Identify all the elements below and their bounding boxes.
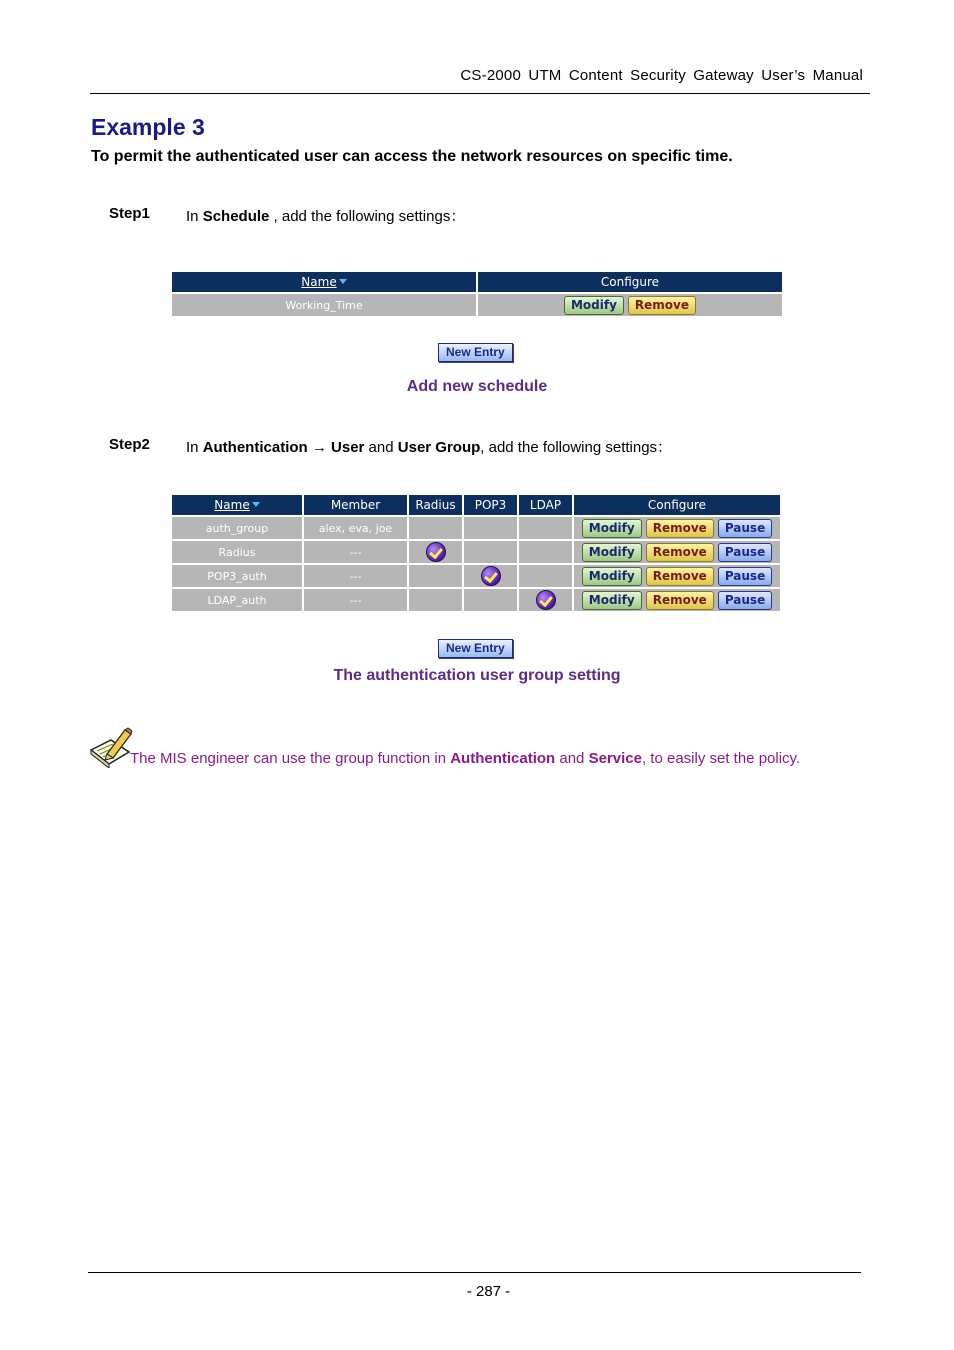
- figure-caption: Add new schedule: [406, 378, 548, 395]
- step2-prefix: In: [186, 439, 203, 456]
- row-radius: [409, 541, 462, 563]
- footer-divider: [88, 1272, 861, 1273]
- remove-button[interactable]: Remove: [646, 543, 714, 562]
- new-entry-button[interactable]: New Entry: [438, 639, 513, 658]
- modify-button[interactable]: Modify: [582, 567, 642, 586]
- row-ldap: [519, 589, 572, 611]
- column-header-name[interactable]: Name: [172, 272, 476, 292]
- pencil-note-icon: [89, 726, 133, 768]
- figure-caption: The authentication user group setting: [333, 667, 621, 684]
- check-icon: [481, 566, 501, 586]
- row-name: LDAP_auth: [172, 589, 302, 611]
- column-header-name[interactable]: Name: [172, 495, 302, 515]
- column-header-ldap: LDAP: [519, 495, 572, 515]
- modify-button[interactable]: Modify: [564, 296, 624, 315]
- note-prefix: The MIS engineer can use the group function in: [130, 750, 451, 767]
- arrow-right-icon: →: [307, 439, 332, 456]
- step2-user-group: User Group: [397, 439, 481, 456]
- row-configure: [478, 294, 782, 316]
- pause-button[interactable]: Pause: [718, 591, 772, 610]
- modify-button[interactable]: Modify: [582, 591, 642, 610]
- row-configure: [574, 589, 780, 611]
- pause-button[interactable]: Pause: [718, 519, 772, 538]
- column-header-pop3: POP3: [464, 495, 517, 515]
- note-text: [130, 750, 800, 767]
- remove-button[interactable]: Remove: [646, 519, 714, 538]
- header-divider: [90, 93, 870, 94]
- table-row: [172, 294, 782, 316]
- table-row: [172, 517, 780, 539]
- column-header-radius: Radius: [409, 495, 462, 515]
- pause-button[interactable]: Pause: [718, 567, 772, 586]
- step2-and: and: [364, 439, 398, 456]
- row-radius: [409, 589, 462, 611]
- page-number: - 287 -: [466, 1283, 511, 1300]
- table-row: [172, 565, 780, 587]
- step2-authentication: Authentication: [202, 439, 308, 456]
- row-member: ---: [304, 541, 407, 563]
- remove-button[interactable]: Remove: [646, 567, 714, 586]
- column-header-configure: Configure: [478, 272, 782, 292]
- sort-down-icon: [339, 279, 347, 284]
- step2-suffix: , add the following settings：: [480, 439, 673, 456]
- auth-group-table: [170, 493, 782, 613]
- row-configure: [574, 565, 780, 587]
- row-pop3: [464, 589, 517, 611]
- modify-button[interactable]: Modify: [582, 543, 642, 562]
- sort-down-icon: [252, 502, 260, 507]
- section-title: Example 3: [91, 114, 205, 140]
- row-radius: [409, 517, 462, 539]
- table-row: [172, 541, 780, 563]
- remove-button[interactable]: Remove: [646, 591, 714, 610]
- step1-prefix: In: [186, 208, 203, 225]
- note-and: and: [555, 750, 589, 767]
- check-icon: [536, 590, 556, 610]
- note-service: Service: [588, 750, 642, 767]
- row-pop3: [464, 517, 517, 539]
- row-pop3: [464, 565, 517, 587]
- row-member: ---: [304, 565, 407, 587]
- step2-text: [186, 436, 672, 457]
- table-row: [172, 589, 780, 611]
- check-icon: [426, 542, 446, 562]
- row-radius: [409, 565, 462, 587]
- row-name: Radius: [172, 541, 302, 563]
- row-configure: [574, 541, 780, 563]
- step1-suffix: , add the following settings：: [269, 208, 466, 225]
- row-configure: [574, 517, 780, 539]
- row-member: alex, eva, joe: [304, 517, 407, 539]
- row-pop3: [464, 541, 517, 563]
- section-intro: To permit the authenticated user can access the network resources on specific time.: [91, 148, 733, 165]
- step1-schedule: Schedule: [202, 208, 270, 225]
- new-entry-button[interactable]: New Entry: [438, 343, 513, 362]
- column-header-configure: Configure: [574, 495, 780, 515]
- schedule-table: [170, 270, 784, 318]
- row-name: auth_group: [172, 517, 302, 539]
- row-name: POP3_auth: [172, 565, 302, 587]
- row-ldap: [519, 517, 572, 539]
- row-name: Working_Time: [172, 294, 476, 316]
- step2-label: Step2: [109, 436, 150, 453]
- note-authentication: Authentication: [450, 750, 556, 767]
- row-member: ---: [304, 589, 407, 611]
- pause-button[interactable]: Pause: [718, 543, 772, 562]
- note-suffix: , to easily set the policy.: [641, 750, 801, 767]
- step1-text: [186, 205, 465, 226]
- schedule-table-header: [172, 272, 782, 292]
- remove-button[interactable]: Remove: [628, 296, 696, 315]
- row-ldap: [519, 541, 572, 563]
- modify-button[interactable]: Modify: [582, 519, 642, 538]
- column-header-member: Member: [304, 495, 407, 515]
- auth-table-header: [172, 495, 780, 515]
- row-ldap: [519, 565, 572, 587]
- step2-user: User: [331, 439, 365, 456]
- step1-label: Step1: [109, 205, 150, 222]
- document-header: CS-2000 UTM Content Security Gateway User’s Manual: [460, 67, 863, 84]
